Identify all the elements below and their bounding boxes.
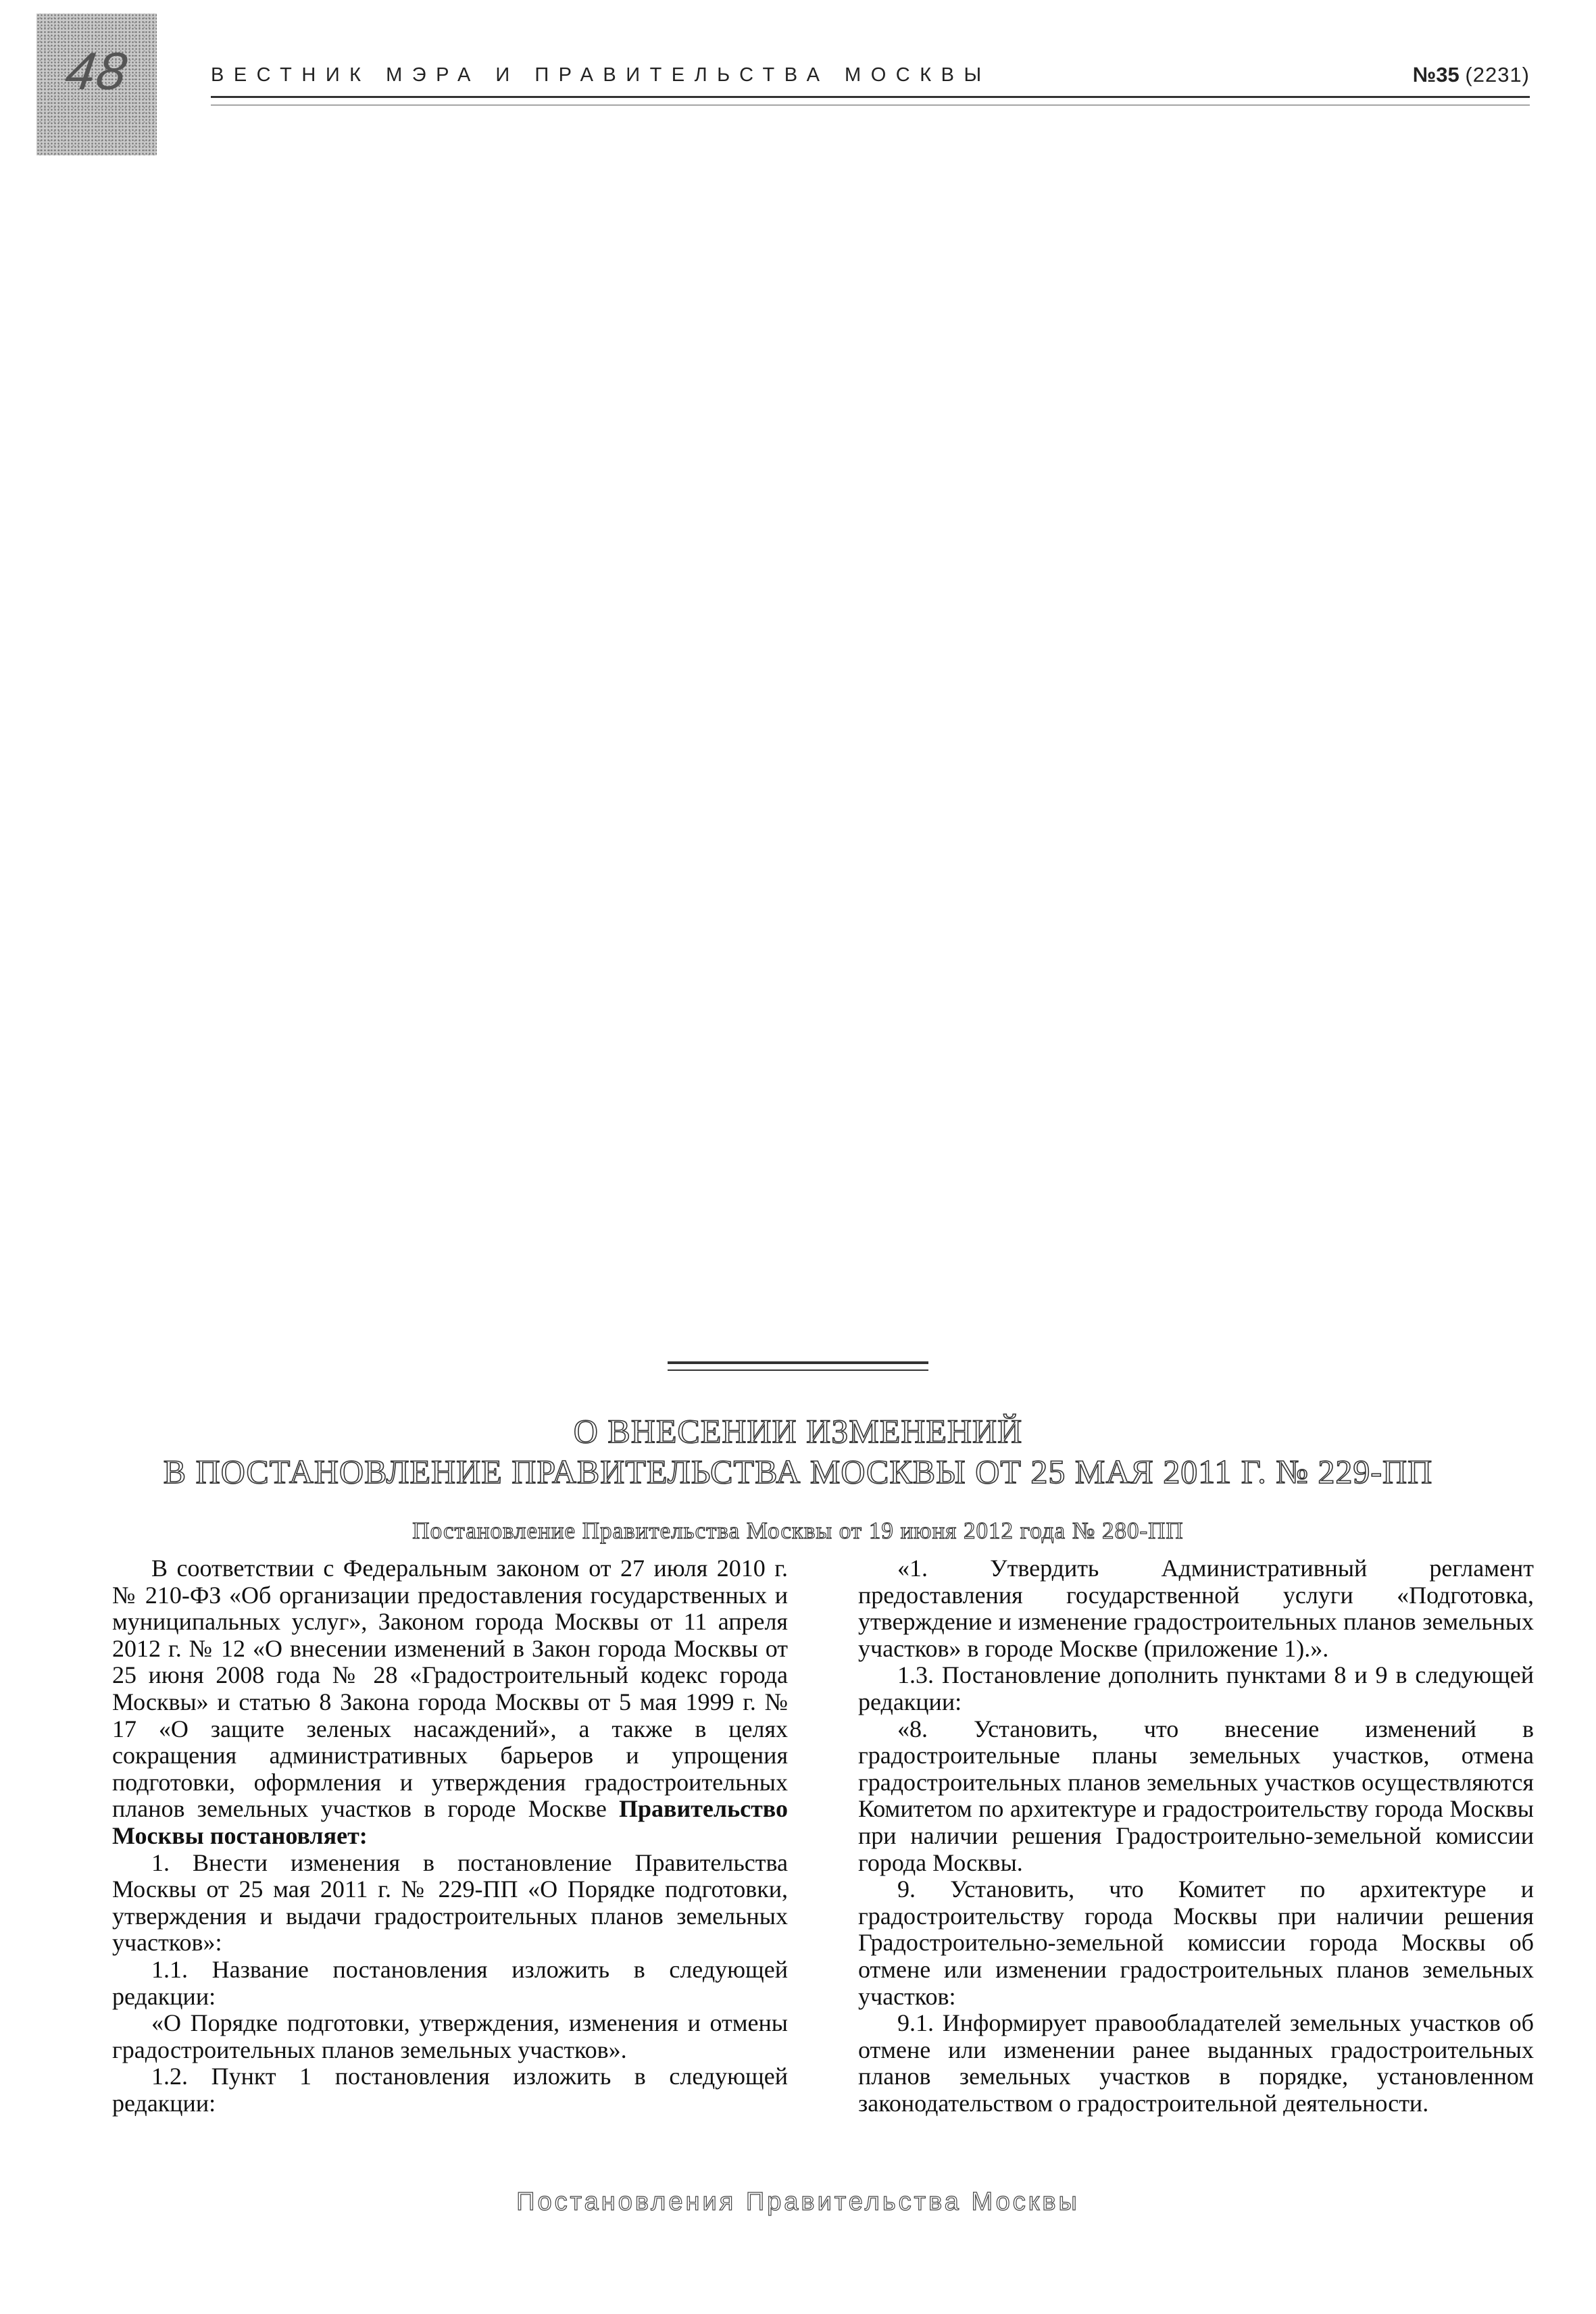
paragraph: «О Порядке подготовки, утверждения, изменения и отмены градостроительных планов земельных участков».: [112, 2009, 788, 2063]
issue-info: [1413, 63, 1530, 87]
page-number: [36, 14, 157, 155]
paragraph-text: В соответствии с Федеральным законом от 27 июля 2010 г. № 210-ФЗ «Об организации предоставления государственных и муниципальных услуг», Законом города Москвы от 11 апреля 2012 г. № 12 «О внесении изменений в Закон города Москвы от 25 июня 2008 года № 28 «Градостроительный кодекс города Москвы» и статью 8 Закона города Москвы от 5 мая 1999 г. № 17 «О защите зеленых насаждений», а также в целях сокращения административных барьеров и упрощения подготовки, оформления и утверждения градостроительных планов земельных участков в городе Москве: [112, 1555, 788, 1823]
issue-number: №35: [1412, 63, 1460, 86]
issue-year: (2231): [1465, 63, 1530, 86]
paragraph: «1. Утвердить Административный регламент предоставления государственной услуги «Подготовка, утверждение и изменение градостроительных планов земельных участков» в городе Москве (приложение 1).».: [858, 1555, 1534, 1662]
title-line-2: В ПОСТАНОВЛЕНИЕ ПРАВИТЕЛЬСТВА МОСКВЫ ОТ 25 МАЯ 2011 Г. № 229-ПП: [163, 1453, 1433, 1490]
title-divider: [668, 1361, 928, 1371]
masthead: ВЕСТНИК МЭРА И ПРАВИТЕЛЬСТВА МОСКВЫ: [211, 64, 991, 86]
page-footer: Постановления Правительства Москвы: [516, 2188, 1080, 2216]
header-rule: [211, 96, 1530, 105]
document-subtitle: Постановление Правительства Москвы от 19 июня 2012 года № 280-ПП: [412, 1517, 1184, 1544]
right-column: [858, 1555, 1534, 2117]
paragraph: «8. Установить, что внесение изменений в градостроительные планы земельных участков, отмена градостроительных планов земельных участков осуществляются Комитетом по архитектуре и градостроительству города Москвы при наличии решения Градостроительно-земельной комиссии города Москвы.: [858, 1715, 1534, 1876]
paragraph: 9.1. Информирует правообладателей земельных участков об отмене или изменении ранее выданных градостроительных планов земельных участков в порядке, установленном законодательством о градостроительной деятельности.: [858, 2009, 1534, 2117]
paragraph: [112, 1555, 788, 1850]
page-number-text: 48: [61, 41, 132, 101]
paragraph: 1.3. Постановление дополнить пунктами 8 и 9 в следующей редакции:: [858, 1661, 1534, 1715]
paragraph: 1. Внести изменения в постановление Правительства Москвы от 25 мая 2011 г. № 229-ПП «О Порядке подготовки, утверждения и выдачи градостроительных планов земельных участков»:: [112, 1848, 788, 1957]
paragraph: 1.1. Название постановления изложить в следующей редакции:: [112, 1955, 788, 2010]
bold-phrase: Правительство Москвы постановляет:: [112, 1795, 788, 1849]
left-column: [112, 1555, 788, 2117]
title-line-1: О ВНЕСЕНИИ ИЗМЕНЕНИЙ: [573, 1412, 1023, 1450]
article-body: [112, 1555, 1534, 2117]
document-title: [122, 1411, 1474, 1544]
page-header: [211, 59, 1530, 91]
paragraph: 9. Установить, что Комитет по архитектуре и градостроительству города Москвы при наличии решения Градостроительно-земельной комиссии города Москвы об отмене или изменении градостроительных планов земельных участков:: [858, 1876, 1534, 2010]
paragraph: 1.2. Пункт 1 постановления изложить в следующей редакции:: [112, 2063, 788, 2117]
